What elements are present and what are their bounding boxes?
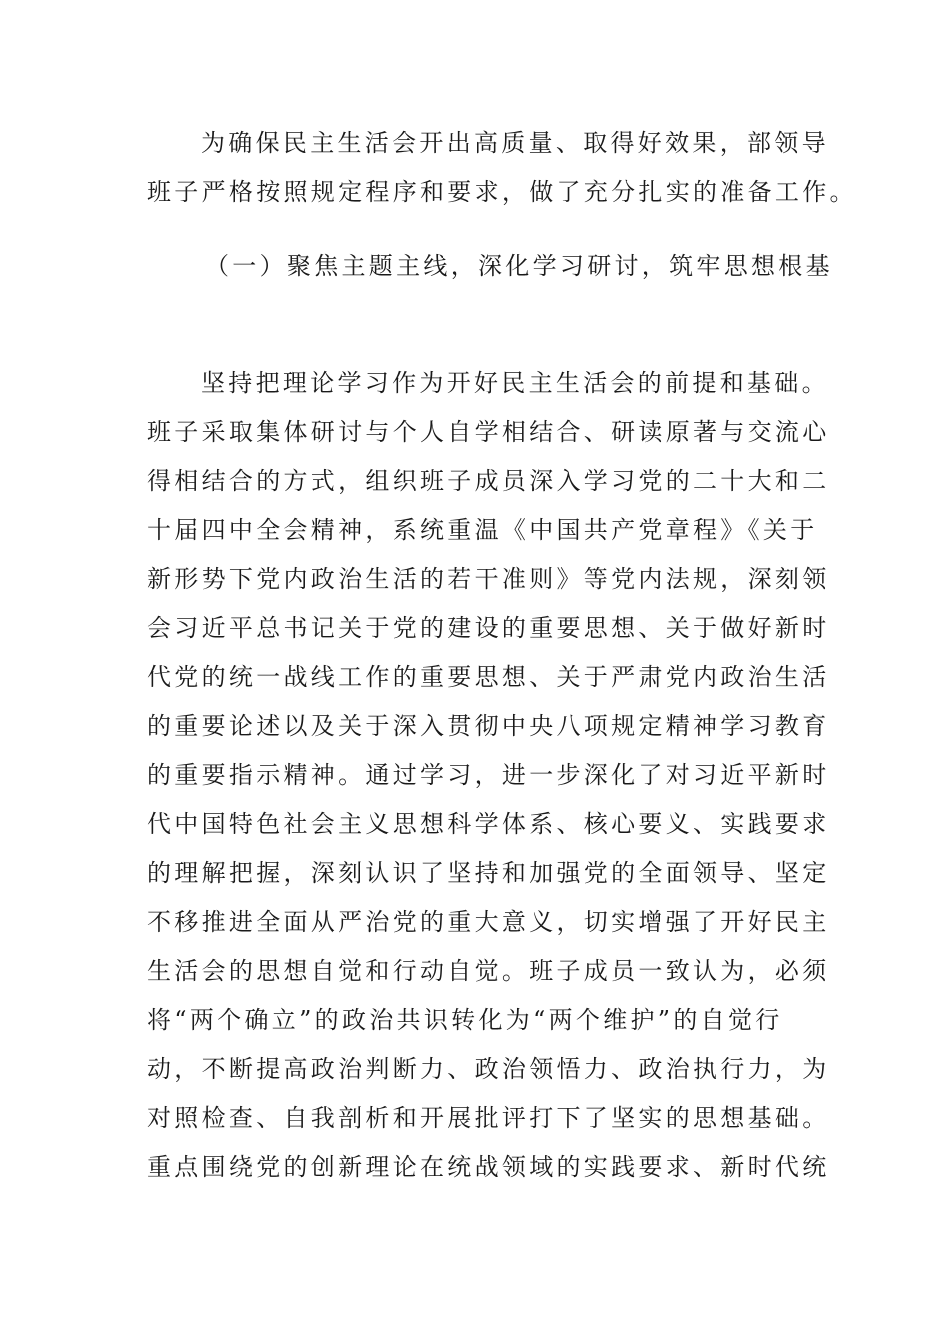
body-line: 对照检查、自我剖析和开展批评打下了坚实的思想基础。 bbox=[147, 1104, 830, 1132]
body-line: 动，不断提高政治判断力、政治领悟力、政治执行力，为 bbox=[147, 1055, 830, 1083]
body-line: 班子采取集体研讨与个人自学相结合、研读原著与交流心 bbox=[147, 418, 830, 446]
body-line: 将“两个确立”的政治共识转化为“两个维护”的自觉行 bbox=[147, 1006, 783, 1034]
body-line: 的重要指示精神。通过学习，进一步深化了对习近平新时 bbox=[147, 761, 830, 789]
intro-line: 班子严格按照规定程序和要求，做了充分扎实的准备工作。 bbox=[147, 178, 857, 206]
body-line: 的重要论述以及关于深入贯彻中央八项规定精神学习教育 bbox=[147, 712, 830, 740]
body-line: 代党的统一战线工作的重要思想、关于严肃党内政治生活 bbox=[147, 663, 830, 691]
body-line: 得相结合的方式，组织班子成员深入学习党的二十大和二 bbox=[147, 467, 830, 495]
body-line: 坚持把理论学习作为开好民主生活会的前提和基础。 bbox=[201, 369, 829, 397]
body-line: 的理解把握，深刻认识了坚持和加强党的全面领导、坚定 bbox=[147, 859, 830, 887]
body-line: 新形势下党内政治生活的若干准则》等党内法规，深刻领 bbox=[147, 565, 830, 593]
body-line: 生活会的思想自觉和行动自觉。班子成员一致认为，必须 bbox=[147, 957, 830, 985]
body-line: 代中国特色社会主义思想科学体系、核心要义、实践要求 bbox=[147, 810, 830, 838]
intro-line: 为确保民主生活会开出高质量、取得好效果，部领导 bbox=[201, 129, 829, 157]
body-line: 重点围绕党的创新理论在统战领域的实践要求、新时代统 bbox=[147, 1153, 830, 1181]
section-heading: （一）聚焦主题主线，深化学习研讨，筑牢思想根基 bbox=[205, 252, 833, 280]
body-line: 会习近平总书记关于党的建设的重要思想、关于做好新时 bbox=[147, 614, 830, 642]
body-line: 十届四中全会精神，系统重温《中国共产党章程》《关于 bbox=[147, 516, 818, 544]
body-line: 不移推进全面从严治党的重大意义，切实增强了开好民主 bbox=[147, 908, 830, 936]
